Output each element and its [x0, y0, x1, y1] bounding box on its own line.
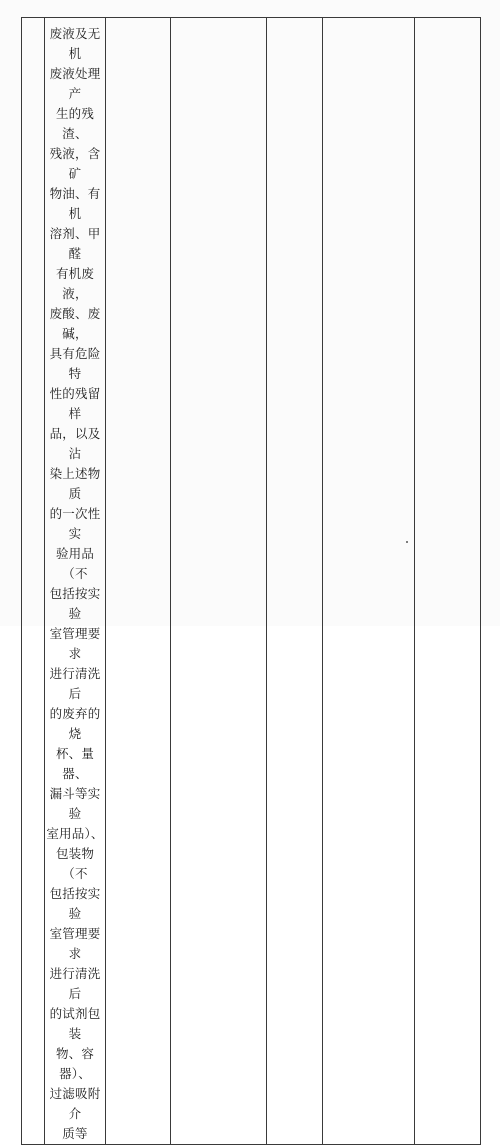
waste-description-text: 废液及无机 废液处理产 生的残渣、 残液，含矿 物油、有机 溶剂、甲醛 有机废液， 废酸、废碱， 具有危险特 性的残留样 品，以及沾 染上述物质 的一次性实 验用品（不 包括按实验 室管理要求 进行清洗后 的废弃的烧 杯、量器、 漏斗等实验 室用品）、 包装物（不 包括按实验 室管理要求 进行清洗后 的试剂包装 物、容器）、 过滤吸附介 质等 — [46, 26, 104, 1141]
table-cell-blank-3 — [171, 18, 267, 1145]
waste-table — [21, 17, 481, 1145]
table-row — [22, 18, 481, 1145]
table-cell-description — [45, 18, 106, 1145]
table-cell-blank-5 — [323, 18, 415, 1145]
table-cell-blank-6 — [415, 18, 481, 1145]
table-cell-blank-2 — [106, 18, 171, 1145]
scan-speck — [406, 541, 408, 543]
table-cell-blank-4 — [267, 18, 323, 1145]
table-cell-blank-1 — [22, 18, 45, 1145]
